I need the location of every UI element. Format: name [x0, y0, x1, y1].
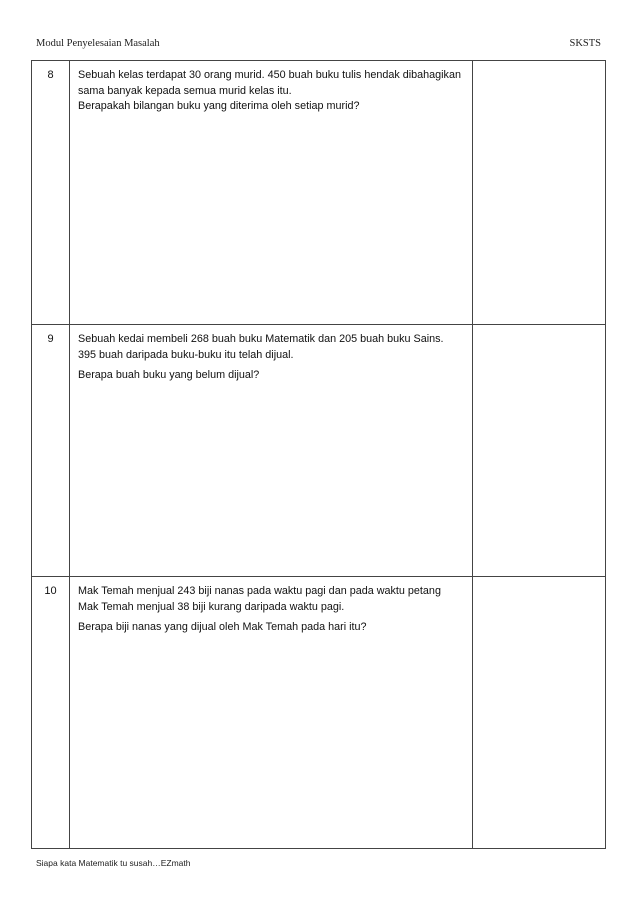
header-module-title: Modul Penyelesaian Masalah — [36, 38, 160, 49]
question-number: 9 — [32, 325, 70, 577]
question-ask: Berapakah bilangan buku yang diterima oleh setiap murid? — [78, 100, 360, 112]
question-text: Sebuah kelas terdapat 30 orang murid. 450 buah buku tulis hendak dibahagikan sama banyak kepada semua murid kelas itu. — [78, 69, 461, 97]
answer-box[interactable] — [473, 577, 606, 849]
question-row — [32, 61, 606, 325]
question-ask: Berapa buah buku yang belum dijual? — [78, 369, 260, 381]
answer-box[interactable] — [473, 61, 606, 325]
question-ask: Berapa biji nanas yang dijual oleh Mak Temah pada hari itu? — [78, 621, 367, 633]
question-text: Mak Temah menjual 243 biji nanas pada waktu pagi dan pada waktu petang Mak Temah menjual 38 biji kurang daripada waktu pagi. — [78, 585, 441, 613]
question-row — [32, 577, 606, 849]
footer-tagline: Siapa kata Matematik tu susah…EZmath — [36, 858, 191, 868]
question-number: 8 — [32, 61, 70, 325]
question-cell — [70, 577, 473, 849]
answer-box[interactable] — [473, 325, 606, 577]
question-text: Sebuah kedai membeli 268 buah buku Matematik dan 205 buah buku Sains. 395 buah daripada buku-buku itu telah dijual. — [78, 333, 444, 361]
question-number: 10 — [32, 577, 70, 849]
question-row — [32, 325, 606, 577]
question-cell — [70, 61, 473, 325]
question-cell — [70, 325, 473, 577]
header-school-code: SKSTS — [569, 38, 601, 49]
question-table — [31, 60, 606, 849]
